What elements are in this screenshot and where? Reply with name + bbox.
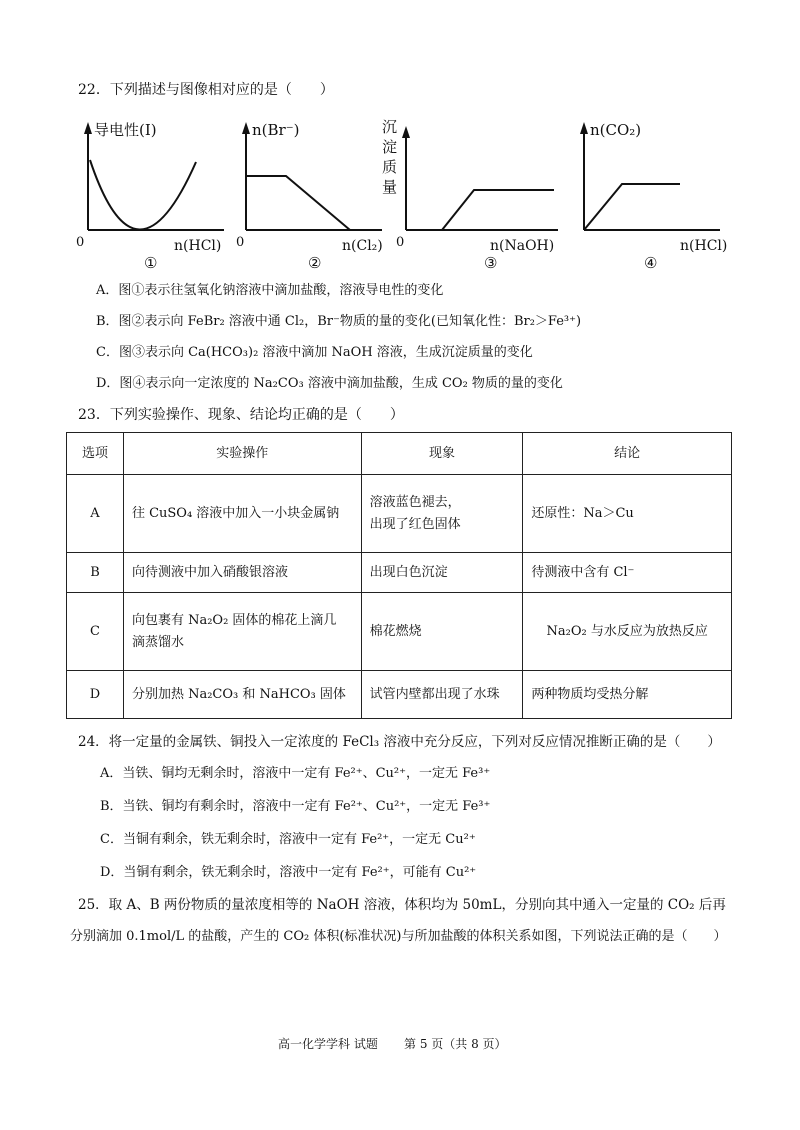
table-row xyxy=(67,593,732,671)
row-b-operation-line: 向待测液中加入硝酸银溶液 xyxy=(131,564,288,580)
row-c-operation-line-2: 滴蒸馏水 xyxy=(131,634,184,650)
graph-3-ylabel-4: 量 xyxy=(382,178,398,196)
graph-3-ylabel-2: 淀 xyxy=(382,138,398,156)
header-phenomenon: 现象 xyxy=(361,433,523,475)
row-a-conclusion: 还原性：Na＞Cu xyxy=(523,475,732,553)
row-c-operation xyxy=(123,593,361,671)
row-d-operation-line: 分别加热 Na₂CO₃ 和 NaHCO₃ 固体 xyxy=(131,686,346,702)
q24-stem: 24．将一定量的金属铁、铜投入一定浓度的 FeCl₃ 溶液中充分反应，下列对反应情况推断正确的是（ ） xyxy=(78,734,721,750)
row-a-option: A xyxy=(67,475,124,553)
row-c-phenomenon-line: 棉花燃烧 xyxy=(369,623,422,639)
row-d-phenomenon-line: 试管内壁都出现了水珠 xyxy=(369,686,500,702)
row-a-phenomenon-line-1: 溶液蓝色褪去， xyxy=(369,494,461,510)
graph-1-curve xyxy=(90,160,196,230)
graph-4-number: ④ xyxy=(644,254,658,272)
q23-stem: 23．下列实验操作、现象、结论均正确的是（ ） xyxy=(78,407,404,423)
graph-1-ylabel: 导电性(I) xyxy=(94,121,157,139)
graph-2-number: ② xyxy=(308,254,322,272)
graph-3-y-arrow xyxy=(402,126,410,138)
row-d-conclusion: 两种物质均受热分解 xyxy=(523,671,732,719)
graph-2 xyxy=(232,118,405,278)
graph-1-origin: 0 xyxy=(76,235,85,250)
table-row xyxy=(67,475,732,553)
row-b-option: B xyxy=(67,553,124,593)
graph-3-ylabel-3: 质 xyxy=(382,158,398,176)
graph-4-line xyxy=(584,184,680,230)
graph-1-number: ① xyxy=(144,254,158,272)
graph-3-origin: 0 xyxy=(396,235,405,250)
q22-option-a: A．图①表示往氢氧化钠溶液中滴加盐酸，溶液导电性的变化 xyxy=(96,283,444,298)
row-a-operation-line: 往 CuSO₄ 溶液中加入一小块金属钠 xyxy=(131,505,340,521)
row-b-operation xyxy=(123,553,361,593)
row-a-phenomenon xyxy=(361,475,523,553)
graph-4-y-arrow xyxy=(580,122,588,134)
experiment-table xyxy=(66,432,732,719)
graph-2-y-arrow xyxy=(242,122,250,134)
graph-3 xyxy=(380,112,570,278)
row-d-phenomenon xyxy=(361,671,523,719)
q24-option-d: D．当铜有剩余，铁无剩余时，溶液中一定有 Fe²⁺，可能有 Cu²⁺ xyxy=(100,865,477,880)
row-d-option: D xyxy=(67,671,124,719)
graph-2-ylabel: n(Br⁻) xyxy=(252,121,300,139)
q24-option-a: A．当铁、铜均无剩余时，溶液中一定有 Fe²⁺、Cu²⁺，一定无 Fe³⁺ xyxy=(100,766,491,781)
q22-option-d: D．图④表示向一定浓度的 Na₂CO₃ 溶液中滴加盐酸，生成 CO₂ 物质的量的变化 xyxy=(96,376,563,391)
q24-option-b: B．当铁、铜均有剩余时，溶液中一定有 Fe²⁺、Cu²⁺，一定无 Fe³⁺ xyxy=(100,799,491,814)
table-row xyxy=(67,671,732,719)
header-conclusion: 结论 xyxy=(523,433,732,475)
table-row xyxy=(67,553,732,593)
graph-4 xyxy=(570,118,740,278)
graph-3-ylabel-1: 沉 xyxy=(382,118,398,136)
graph-1 xyxy=(74,118,244,278)
graph-4-ylabel: n(CO₂) xyxy=(590,121,642,139)
q22-option-b: B．图②表示向 FeBr₂ 溶液中通 Cl₂，Br⁻物质的量的变化(已知氧化性：Br₂＞Fe³⁺) xyxy=(96,314,582,329)
row-c-option: C xyxy=(67,593,124,671)
graph-1-y-arrow xyxy=(84,122,92,134)
q24-option-c: C．当铜有剩余，铁无剩余时，溶液中一定有 Fe²⁺，一定无 Cu²⁺ xyxy=(100,832,476,847)
graph-3-number: ③ xyxy=(484,254,498,272)
graph-3-xlabel: n(NaOH) xyxy=(490,238,555,254)
row-a-operation xyxy=(123,475,361,553)
footer-page-number: 第 5 页（共 8 页） xyxy=(404,1037,507,1051)
row-b-phenomenon-line: 出现白色沉淀 xyxy=(369,564,448,580)
row-c-phenomenon xyxy=(361,593,523,671)
q25-stem-line-1: 25．取 A、B 两份物质的量浓度相等的 NaOH 溶液，体积均为 50mL，分别向其中通入一定量的 CO₂ 后再 xyxy=(78,897,726,913)
graph-3-line xyxy=(442,190,554,230)
q22-stem: 22．下列描述与图像相对应的是（ ） xyxy=(78,82,334,98)
graph-1-xlabel: n(HCl) xyxy=(174,238,222,254)
header-option: 选项 xyxy=(67,433,124,475)
graph-2-origin: 0 xyxy=(236,235,245,250)
row-b-conclusion: 待测液中含有 Cl⁻ xyxy=(523,553,732,593)
graph-2-line xyxy=(246,176,350,230)
row-c-operation-line-1: 向包裹有 Na₂O₂ 固体的棉花上滴几 xyxy=(131,612,337,628)
footer-subject: 高一化学学科 试题 xyxy=(278,1037,378,1051)
graph-2-xlabel: n(Cl₂) xyxy=(342,238,383,254)
q25-stem-line-2: 分别滴加 0.1mol/L 的盐酸，产生的 CO₂ 体积(标准状况)与所加盐酸的体积关系如图，下列说法正确的是（ ） xyxy=(70,929,727,944)
row-b-phenomenon xyxy=(361,553,523,593)
graph-4-xlabel: n(HCl) xyxy=(680,238,728,254)
q22-option-c: C．图③表示向 Ca(HCO₃)₂ 溶液中滴加 NaOH 溶液，生成沉淀质量的变化 xyxy=(96,345,533,360)
row-d-operation xyxy=(123,671,361,719)
row-a-phenomenon-line-2: 出现了红色固体 xyxy=(369,516,461,532)
row-c-conclusion: Na₂O₂ 与水反应为放热反应 xyxy=(523,593,732,671)
table-header-row xyxy=(67,433,732,475)
header-operation: 实验操作 xyxy=(123,433,361,475)
